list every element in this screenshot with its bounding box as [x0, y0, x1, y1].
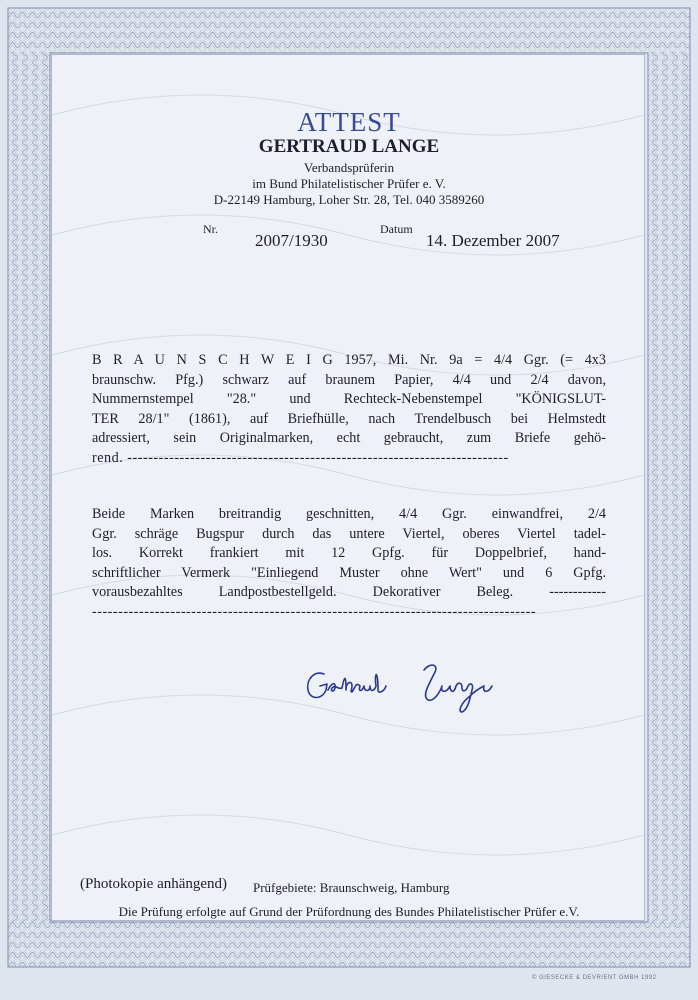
text-line: Nummernstempel "28." und Rechteck-Nebenstempel "KÖNIGSLUT- [92, 391, 606, 408]
description-paragraph [92, 351, 606, 469]
text-line: TER 28/1" (1861), auf Briefhülle, nach Trendelbusch bei Helmstedt [92, 410, 606, 427]
photocopy-note: (Photokopie anhängend) [80, 876, 228, 892]
number-label: Nr. [203, 222, 218, 236]
attest-title: ATTEST [297, 107, 401, 137]
text-line: los. Korrekt frankiert mit 12 Gpfg. für Doppelbrief, hand- [92, 545, 606, 562]
text-line: B R A U N S C H W E I G 1957, Mi. Nr. 9a = 4/4 Ggr. (= 4x3 [92, 352, 606, 368]
examiner-address: D-22149 Hamburg, Loher Str. 28, Tel. 040 3589260 [213, 192, 485, 207]
printer-imprint: © GIESECKE & DEVRIENT GMBH 1992 [532, 975, 657, 981]
examiner-association: im Bund Philatelistischer Prüfer e. V. [252, 176, 446, 191]
text-line: ------------------------------------------------------------------------------------- [92, 603, 537, 620]
examination-rules-note: Die Prüfung erfolgte auf Grund der Prüfordnung des Bundes Philatelistischer Prüfer e.V. [118, 904, 580, 919]
text-line: Beide Marken breitrandig geschnitten, 4/4 Ggr. einwandfrei, 2/4 [92, 506, 606, 522]
text-line: rend. ------------------------------------------------------------------------- [92, 449, 509, 466]
condition-paragraph [92, 505, 606, 623]
text-line: braunschw. Pfg.) schwarz auf braunem Papier, 4/4 und 2/4 davon, [92, 371, 606, 388]
text-line: Ggr. schräge Bugspur durch das untere Viertel, oberes Viertel tadel- [92, 525, 606, 542]
handwritten-signature [300, 652, 540, 722]
examiner-name: GERTRAUD LANGE [258, 136, 440, 157]
text-line: vorausbezahltes Landpostbestellgeld. Dekorativer Beleg. ------------ [92, 584, 606, 601]
text-line: schriftlicher Vermerk "Einliegend Muster ohne Wert" und 6 Gpfg. [92, 564, 606, 581]
date-label: Datum [380, 222, 413, 236]
certificate-number: 2007/1930 [255, 231, 328, 250]
text-line: adressiert, sein Originalmarken, echt gebraucht, zum Briefe gehö- [92, 430, 606, 447]
certificate-date: 14. Dezember 2007 [426, 231, 560, 250]
examiner-role: Verbandsprüferin [303, 160, 395, 175]
examination-areas: Prüfgebiete: Braunschweig, Hamburg [253, 880, 450, 895]
